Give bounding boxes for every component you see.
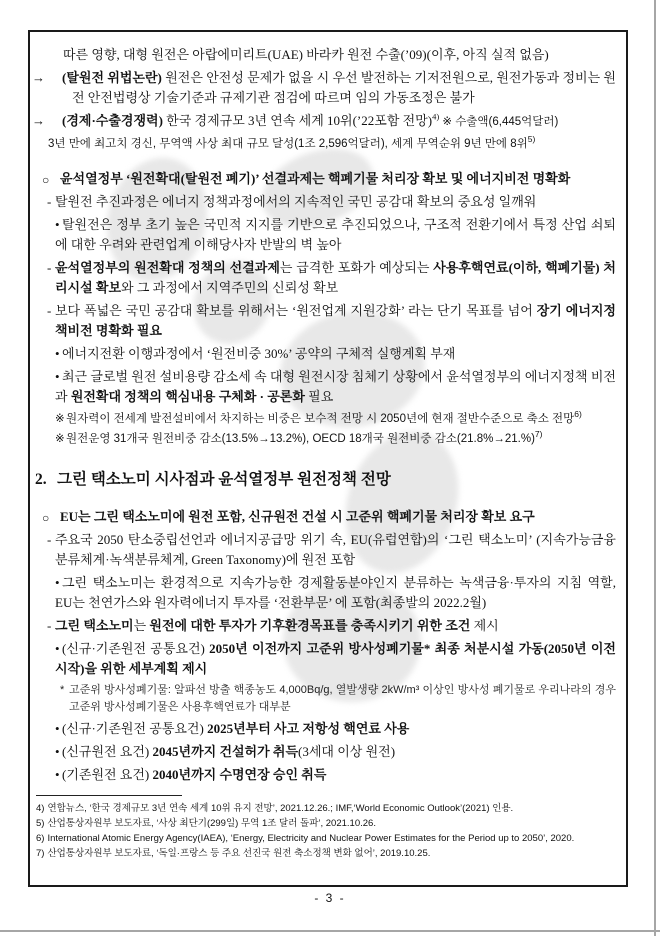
footnote-number: 4) (36, 803, 45, 814)
text-run: 는 (133, 618, 150, 633)
text-run: (탈원전 위법논란) (62, 70, 162, 85)
text-run: 원전확대 정책의 핵심내용 구체화 · 공론화 (70, 389, 305, 404)
bullet-item (42, 742, 616, 762)
list-marker: ○ (42, 173, 50, 187)
list-marker: - (47, 194, 52, 209)
text-run: 최근 글로벌 원전 설비용량 감소세 속 대형 원전시장 침체기 상황에서 윤석열정부의 에너지정책 비전과 (55, 369, 616, 404)
list-marker: • (55, 721, 60, 736)
footnote-separator (36, 795, 182, 796)
text-run: 보다 폭넓은 국민 공감대 확보를 위해서는 ‘원전업계 지원강화’ 라는 단기 목표를 넘어 (55, 303, 537, 318)
footnote-number: 7) (36, 848, 45, 859)
text-run: (3세대 이상 원전) (298, 744, 396, 759)
text-run: 필요 (304, 389, 334, 404)
dash-item (42, 301, 616, 341)
bullet-item (42, 215, 616, 255)
arrow-item (32, 111, 616, 132)
text-run: 제시 (470, 618, 499, 633)
text-run: (경제·수출경쟁력) (62, 113, 163, 128)
reference-note (42, 410, 616, 429)
text-run: 그린 택소노미 (55, 618, 134, 633)
footnote (36, 846, 616, 861)
page-number: - 3 - (314, 891, 346, 905)
list-marker: * (60, 684, 65, 696)
text-run: 원전은 안전성 문제가 없을 시 우선 발전하는 기저전원으로, 원전가동과 정비는 원전 안전법령상 기술기준과 규제기관 점검에 따르며 임의 가동조정은 불가 (72, 70, 616, 105)
bullet-item (42, 367, 616, 407)
text-run: 그린 택소노미는 환경적으로 지속가능한 경제활동분야인지 분류하는 녹색금융·투자의 지침 역할, EU는 천연가스와 원자력에너지 투자를 ‘전환부문’ 에 포함(최종발의 2022.2월) (55, 575, 616, 610)
text-run: 장기 에너지정책비전 명확화 필요 (55, 303, 616, 338)
text-run: 2050년 이전까지 고준위 방사성폐기물* 최종 처분시설 가동(2050년 이전 시작)을 위한 세부계획 제시 (55, 641, 616, 676)
text-run: 는 급격한 포화가 예상되는 (279, 260, 434, 275)
list-marker: • (55, 744, 60, 759)
text-run: 탈원전은 정부 초기 높은 국민적 지지를 기반으로 추진되었으나, 구조적 전환기에서 특정 산업 쇠퇴에 대한 우려와 관련업계 이해당사자 반발의 벽 높아 (55, 217, 616, 252)
footnote (36, 801, 616, 816)
text-run: (신규·기존원전 공통요건) (62, 641, 210, 656)
list-marker: → (32, 70, 45, 85)
text-run: ※ 수출액(6,445억달러) (439, 116, 559, 128)
section-heading (42, 507, 616, 527)
list-marker: 2. (35, 471, 47, 488)
footnote-reference: 7) (534, 429, 543, 440)
list-marker: • (55, 369, 60, 384)
text-run: 윤석열정부 ‘원전확대(탈원전 폐기)’ 선결과제는 핵폐기물 처리장 확보 및 에너지비전 명확화 (60, 171, 571, 186)
document-body (30, 32, 626, 885)
asterisk-note (42, 682, 616, 716)
bullet-item (42, 639, 616, 679)
footnote-text: International Atomic Energy Agency(IAEA), ‘Energy, Electricity and Nuclear Power Estimates for the Period up to 2050’, 2020. (47, 833, 575, 844)
footnote (36, 816, 616, 831)
text-run: 3년 만에 최고치 경신, 무역액 사상 최대 규모 달성(1조 2,596억달러), 세계 무역순위 9년 만에 8위 (48, 138, 528, 150)
text-run: 탈원전 추진과정은 에너지 정책과정에서의 지속적인 국민 공감대 확보의 중요성 일깨워 (55, 194, 537, 209)
list-marker: • (55, 641, 60, 656)
text-run: 한국 경제규모 3년 연속 세계 10위(’22포함 전망) (162, 113, 433, 128)
text-run: (기존원전 요건) (62, 767, 153, 782)
text-run: 그린 택소노미 시사점과 윤석열정부 원전정책 전망 (57, 471, 391, 488)
footnote-text: 산업통상자원부 보도자료, ‘독일·프랑스 등 주요 선진국 원전 축소정책 변화 없어’, 2019.10.25. (47, 848, 431, 859)
page-edge-right (654, 0, 656, 936)
footnote-text: 연합뉴스, ‘한국 경제규모 3년 연속 세계 10위 유지 전망’, 2021.12.26.; IMF,‘World Economic Outlook’(2021) 인용. (47, 803, 514, 814)
text-run: 고준위 방사성폐기물: 알파선 방출 핵종농도 4,000Bq/g, 열발생량 2kW/m³ 이상인 방사성 폐기물로 우리나라의 경우 고준위 방사성폐기물은 사용후핵연료가 대부분 (69, 684, 616, 713)
text-run: EU는 그린 택소노미에 원전 포함, 신규원전 건설 시 고준위 핵폐기물 처리장 확보 요구 (60, 509, 535, 524)
dash-item (42, 616, 616, 636)
page-edge-bottom (0, 930, 660, 932)
paragraph-continuation (42, 45, 616, 65)
dash-item (42, 530, 616, 570)
arrow-item (32, 68, 616, 108)
bullet-item (42, 573, 616, 613)
footnote-number: 6) (36, 833, 45, 844)
reference-note (42, 430, 616, 449)
footnote (36, 831, 616, 846)
text-run: 2045년까지 건설허가 취득 (152, 744, 299, 759)
text-run: 원자력이 전세계 발전설비에서 차지하는 비중은 보수적 전망 시 2050년에 현재 절반수준으로 축소 전망 (66, 413, 575, 425)
list-marker: • (55, 217, 60, 232)
footnote-number: 5) (36, 818, 45, 829)
list-marker: - (47, 303, 52, 318)
list-marker: - (47, 532, 52, 547)
footnote-text: 산업통상자원부 보도자료, ‘사상 최단기(299일) 무역 1조 달러 돌파’, 2021.10.26. (47, 818, 376, 829)
text-run: 2040년까지 수명연장 승인 취득 (152, 767, 327, 782)
text-run: 따른 영향, 대형 원전은 아랍에미리트(UAE) 바라카 원전 수출(’09)(이후, 아직 실적 없음) (63, 47, 549, 62)
text-run: (신규원전 요건) (62, 744, 153, 759)
footnote-reference: 5) (527, 134, 536, 145)
bullet-item (42, 344, 616, 364)
text-run: 주요국 2050 탄소중립선언과 에너지공급망 위기 속, EU(유럽연합)의 ‘그린 택소노미’ (지속가능금융 분류체계·녹색분류체계, Green Taxonomy)에 원전 포함 (55, 532, 616, 567)
document-border-box (28, 30, 628, 887)
bullet-item (42, 765, 616, 785)
list-marker: • (55, 575, 60, 590)
dash-item (42, 258, 616, 298)
list-marker: • (55, 767, 60, 782)
note-continuation (42, 135, 616, 153)
list-marker: - (47, 618, 52, 633)
dash-item (42, 192, 616, 212)
text-run: 와 그 과정에서 지역주민의 신뢰성 확보 (121, 280, 339, 295)
bullet-item (42, 719, 616, 739)
text-run: 윤석열정부의 원전확대 정책의 선결과제 (55, 260, 280, 275)
text-run: 2025년부터 사고 저항성 핵연료 사용 (207, 721, 410, 736)
text-run: 원전에 대한 투자가 기후환경목표를 충족시키기 위한 조건 (149, 618, 471, 633)
footnote-reference: 4) (432, 111, 440, 122)
list-marker: → (32, 113, 45, 128)
list-marker: ※ (55, 433, 65, 445)
list-marker: - (47, 260, 52, 275)
text-run: 원전운영 31개국 원전비중 감소(13.5%→13.2%), OECD 18개국 원전비중 감소(21.8%→21.%) (66, 433, 535, 445)
section-heading (42, 169, 616, 189)
list-marker: • (55, 346, 60, 361)
chapter-heading (35, 469, 616, 491)
text-run: 에너지전환 이행과정에서 ‘원전비중 30%’ 공약의 구체적 실행계획 부재 (62, 346, 456, 361)
text-run: (신규·기존원전 공통요건) (62, 721, 208, 736)
text-run: 사용후핵연료(이하, 핵폐기물) 처리시설 확보 (55, 260, 616, 295)
list-marker: ※ (55, 413, 65, 425)
footnote-reference: 6) (574, 409, 582, 420)
list-marker: ○ (42, 511, 50, 525)
